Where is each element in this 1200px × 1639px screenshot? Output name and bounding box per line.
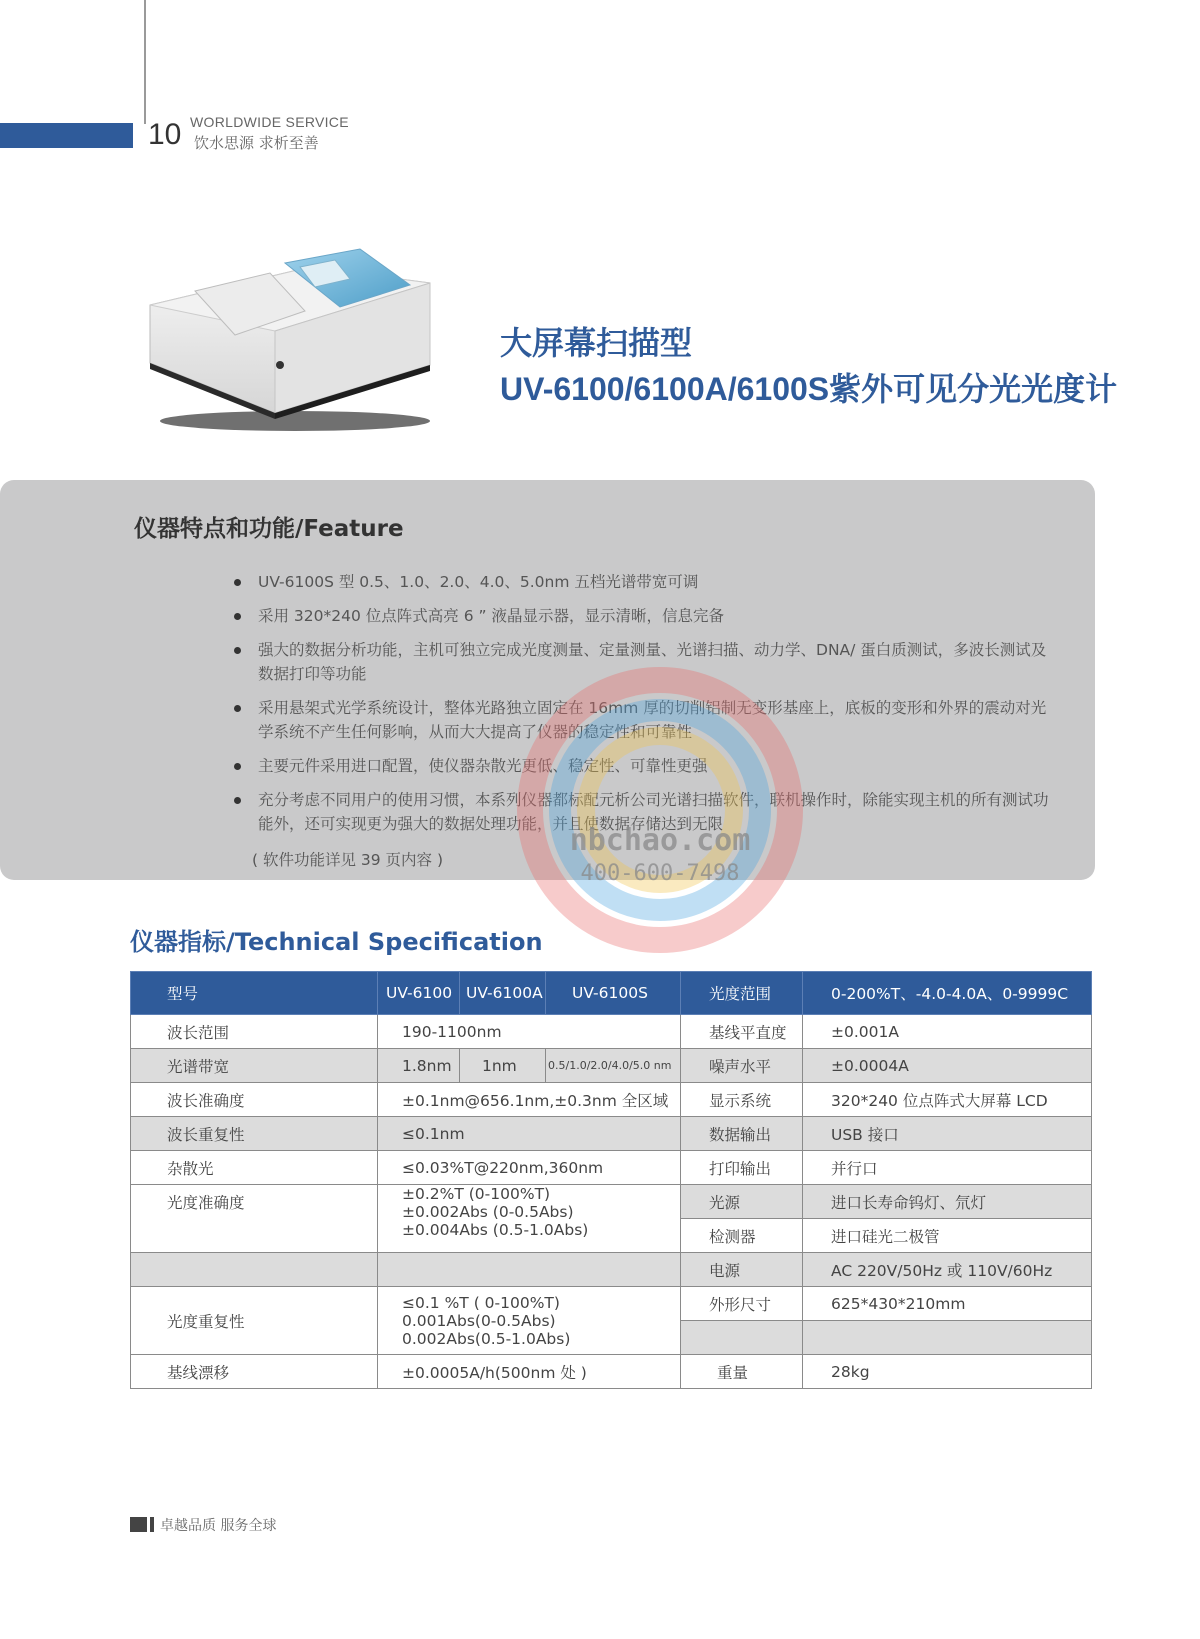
spec-value: ≤0.1 %T ( 0-100%T): [402, 1293, 560, 1312]
spec-value: ≤0.03%T@220nm,360nm: [378, 1151, 681, 1185]
spec-value: 并行口: [803, 1151, 1092, 1185]
spec-key: 杂散光: [131, 1151, 378, 1185]
feature-item: 采用 320*240 位点阵式高亮 6 ” 液晶显示器，显示清晰，信息完备: [228, 604, 1058, 628]
model-name: UV-6100: [378, 972, 460, 1015]
empty-cell: [378, 1253, 681, 1287]
spec-value: USB 接口: [803, 1117, 1092, 1151]
spec-value-block: [378, 1185, 681, 1253]
table-row: [131, 1253, 1092, 1287]
spec-key: 外形尺寸: [681, 1287, 803, 1321]
spec-key: 重量: [681, 1355, 803, 1389]
spec-value: ±0.2%T (0-100%T): [402, 1185, 551, 1203]
spec-value: 1nm: [460, 1049, 546, 1083]
spec-value: 0-200%T、-4.0-4.0A、0-9999C: [803, 972, 1092, 1015]
spec-value: ±0.0005A/h(500nm 处 ): [378, 1355, 681, 1389]
table-row: [131, 1151, 1092, 1185]
watermark-site: nbchao.com: [569, 823, 751, 858]
feature-list: [228, 570, 1058, 846]
spec-value: 0.001Abs(0-0.5Abs): [402, 1311, 556, 1330]
feature-item: 主要元件采用进口配置，使仪器杂散光更低、稳定性、可靠性更强: [228, 754, 1058, 778]
spec-value: ±0.001A: [803, 1015, 1092, 1049]
footer-bar-icon: [150, 1517, 154, 1532]
spec-value: ±0.002Abs (0-0.5Abs): [402, 1203, 574, 1221]
header-accent-bar: [0, 123, 133, 148]
spec-key: 打印输出: [681, 1151, 803, 1185]
tagline-cn: 饮水思源 求析至善: [194, 134, 319, 152]
table-row: [131, 1355, 1092, 1389]
feature-heading: 仪器特点和功能/Feature: [134, 516, 404, 542]
model-name: UV-6100A: [460, 972, 546, 1015]
spec-key: 型号: [131, 972, 378, 1015]
feature-item: UV-6100S 型 0.5、1.0、2.0、4.0、5.0nm 五档光谱带宽可调: [228, 570, 1058, 594]
spec-value: 0.002Abs(0.5-1.0Abs): [402, 1329, 571, 1348]
product-title-line2: UV-6100/6100A/6100S紫外可见分光光度计: [500, 371, 1118, 407]
spec-key: 波长范围: [131, 1015, 378, 1049]
spec-key: 光源: [681, 1185, 803, 1219]
spec-value: AC 220V/50Hz 或 110V/60Hz: [803, 1253, 1092, 1287]
spec-key: 光度准确度: [131, 1185, 378, 1253]
spec-key: 噪声水平: [681, 1049, 803, 1083]
table-row: [131, 972, 1092, 1015]
spec-key: 光度范围: [681, 972, 803, 1015]
spec-key: 电源: [681, 1253, 803, 1287]
spec-value: 0.5/1.0/2.0/4.0/5.0 nm: [546, 1049, 681, 1083]
spec-key: 波长重复性: [131, 1117, 378, 1151]
spec-table: [130, 971, 1092, 1389]
page-number: 10: [148, 118, 182, 151]
feature-item: 充分考虑不同用户的使用习惯，本系列仪器都标配元析公司光谱扫描软件，联机操作时，除能实现主机的所有测试功能外，还可实现更为强大的数据处理功能，并且使数据存储达到无限: [228, 788, 1058, 836]
table-row: [131, 1117, 1092, 1151]
model-name: UV-6100S: [546, 972, 681, 1015]
spec-value: ±0.004Abs (0.5-1.0Abs): [402, 1221, 589, 1239]
table-row: [131, 1185, 1092, 1219]
spec-value: 1.8nm: [378, 1049, 460, 1083]
spec-key: 波长准确度: [131, 1083, 378, 1117]
spec-value: ±0.1nm@656.1nm,±0.3nm 全区域: [378, 1083, 681, 1117]
spec-key: 检测器: [681, 1219, 803, 1253]
spec-value: 进口长寿命钨灯、氘灯: [803, 1185, 1092, 1219]
spec-key: 基线漂移: [131, 1355, 378, 1389]
spec-key: 数据输出: [681, 1117, 803, 1151]
feature-item: 采用悬架式光学系统设计，整体光路独立固定在 16mm 厚的切削铝制无变形基座上，底板的变形和外界的震动对光学系统不产生任何影响，从而大大提高了仪器的稳定性和可靠性: [228, 696, 1058, 744]
feature-note: ( 软件功能详见 39 页内容 ): [252, 851, 444, 869]
spec-key: 光度重复性: [131, 1287, 378, 1355]
table-row: [131, 1083, 1092, 1117]
product-title-line1: 大屏幕扫描型: [500, 324, 693, 362]
spec-key: 基线平直度: [681, 1015, 803, 1049]
empty-cell: [681, 1321, 803, 1355]
footer-square-icon: [130, 1517, 147, 1532]
spec-value: 320*240 位点阵式大屏幕 LCD: [803, 1083, 1092, 1117]
spec-value: 进口硅光二极管: [803, 1219, 1092, 1253]
spec-value: 28kg: [803, 1355, 1092, 1389]
feature-item: 强大的数据分析功能，主机可独立完成光度测量、定量测量、光谱扫描、动力学、DNA/ 蛋白质测试，多波长测试及数据打印等功能: [228, 638, 1058, 686]
tagline-en: WORLDWIDE SERVICE: [190, 114, 349, 130]
empty-cell: [803, 1321, 1092, 1355]
spectrophotometer-image: [145, 245, 435, 435]
spec-value: ±0.0004A: [803, 1049, 1092, 1083]
header-divider-line: [144, 0, 146, 124]
spec-value-block: [378, 1287, 681, 1355]
table-row: [131, 1015, 1092, 1049]
spec-key: 光谱带宽: [131, 1049, 378, 1083]
spec-heading: 仪器指标/Technical Specification: [130, 928, 543, 956]
spec-value: ≤0.1nm: [378, 1117, 681, 1151]
spec-value: 190-1100nm: [378, 1015, 681, 1049]
watermark-phone: 400-600-7498: [580, 861, 740, 886]
table-row: [131, 1287, 1092, 1321]
table-row: [131, 1049, 1092, 1083]
footer-slogan: 卓越品质 服务全球: [160, 1518, 277, 1534]
spec-key: 显示系统: [681, 1083, 803, 1117]
spec-value: 625*430*210mm: [803, 1287, 1092, 1321]
empty-cell: [131, 1253, 378, 1287]
